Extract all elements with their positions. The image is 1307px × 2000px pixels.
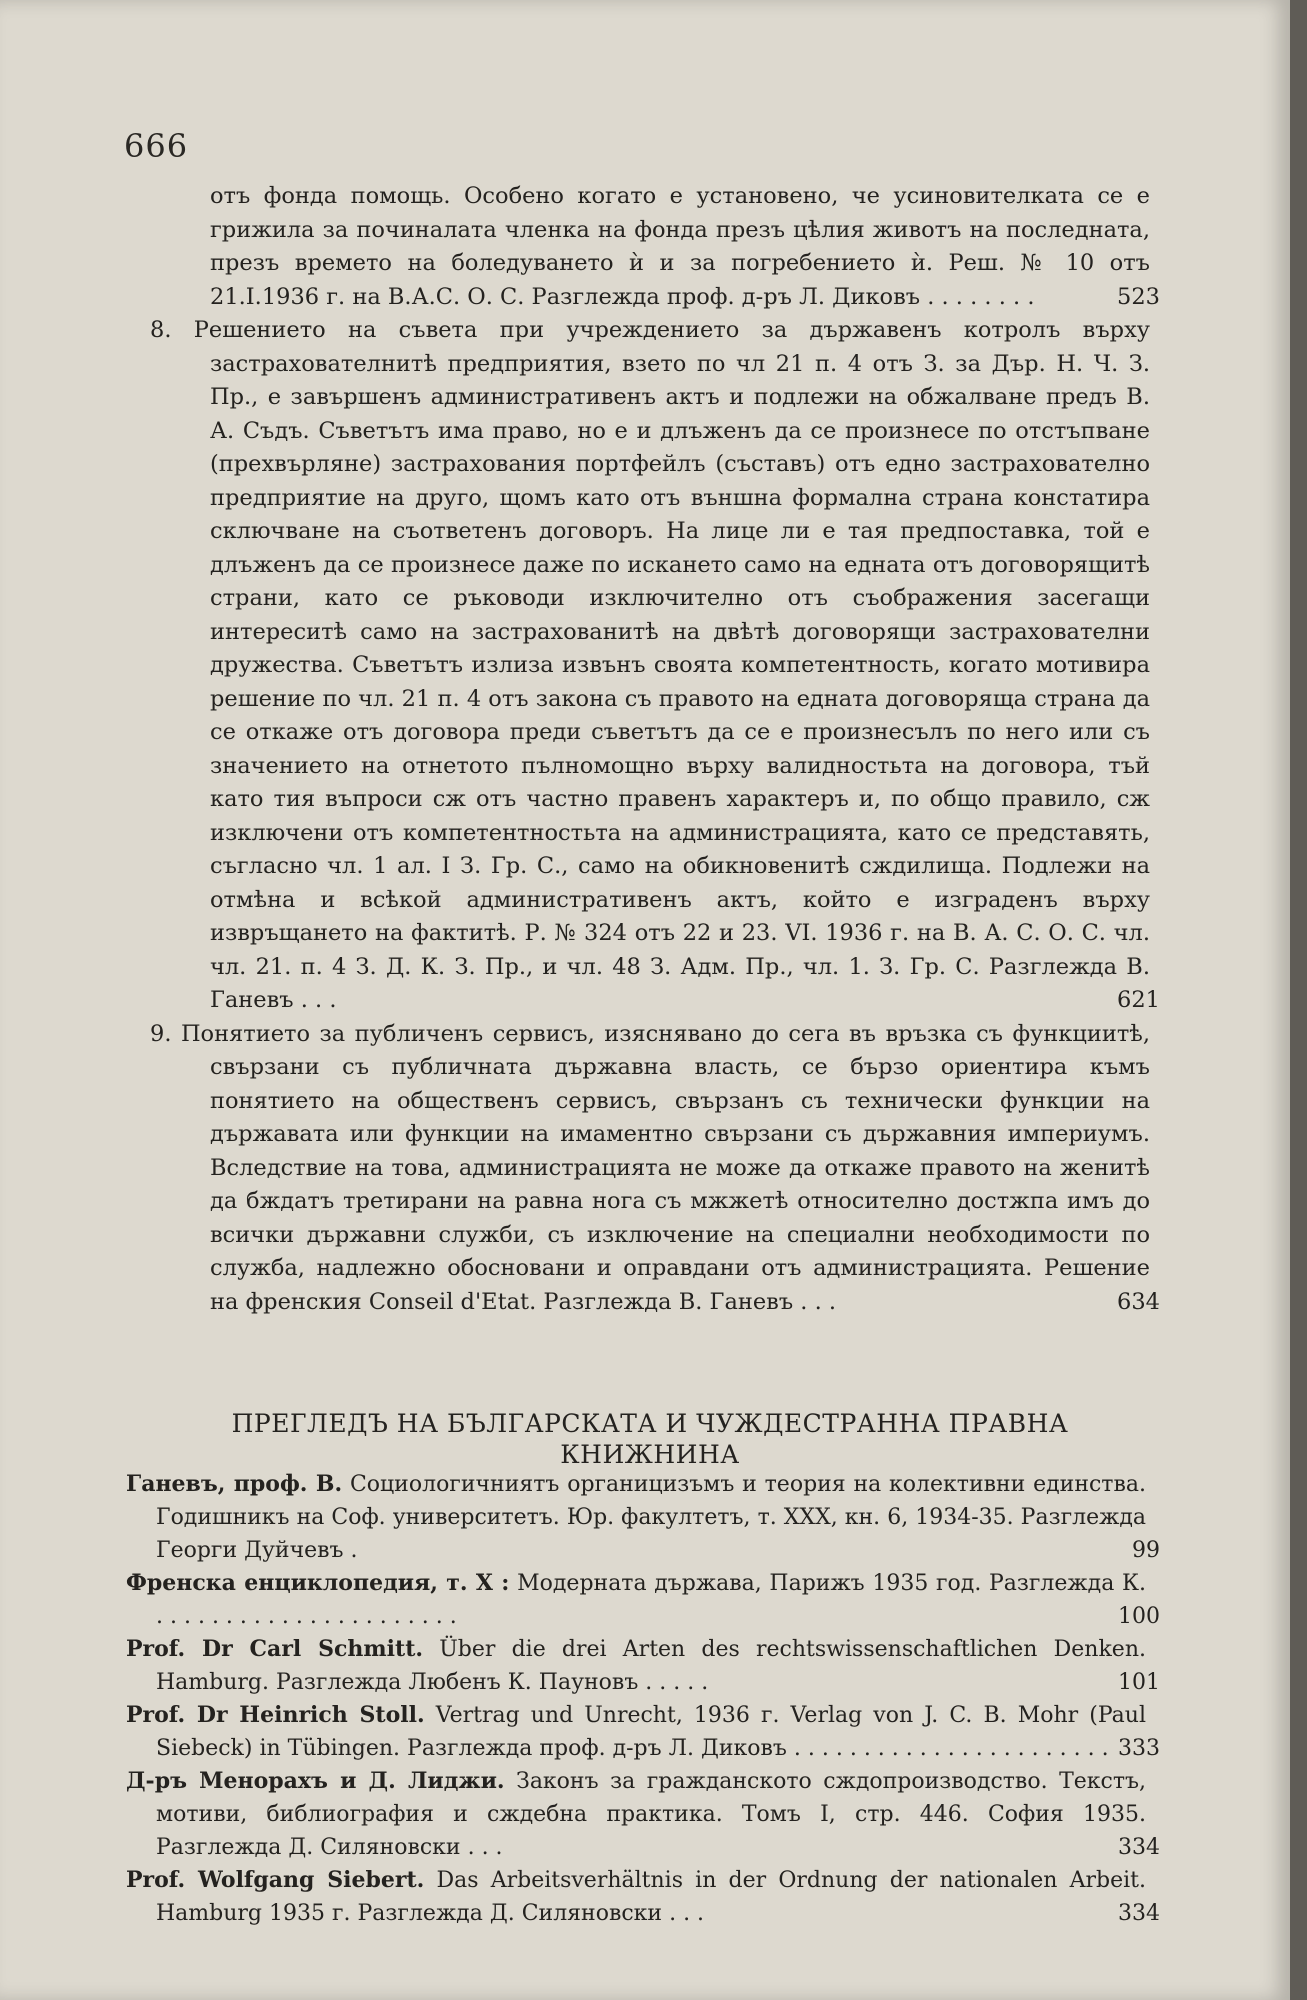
review-text: Das Arbeitsverhältnis in der Ordnung der nationalen Arbeit. Hamburg 1935 г. Разглежда Д. Силяновски . . . (156, 1868, 1146, 1926)
review-item (126, 1633, 1160, 1699)
page-reference: 334 (1118, 1835, 1160, 1860)
case-entry-9 (150, 1018, 1160, 1320)
page-number: 666 (124, 127, 189, 165)
entry-text: Решението на съвета при учреждението за държавенъ котролъ върху застрахователнитѣ предприятия, взето по чл 21 п. 4 отъ З. за Дър. Н. Ч. З. Пр., е завършенъ административенъ актъ и подлежи на обжалване предъ В. А. Съдъ. Съветътъ има право, но е и длъженъ да се произнесе по отстъпване (прехвърляне) застрахования портфейлъ (съставъ) отъ едно застрахователно предприятие на друго, щомъ като отъ външна формална страна констатира сключване на съответенъ договоръ. На лице ли е тая предпоставка, той е длъженъ да се произнесе даже по искането само на едната отъ договорящитѣ страни, като се ръководи изключително отъ съображения засегащи интереситѣ само на застрахованитѣ на двѣтѣ договорящи застрахователни дружества. Съветътъ излиза извънъ своята компетентность, когато мотивира решение по чл. 21 п. 4 отъ закона съ правото на едната договоряща страна да се откаже отъ договора преди съветътъ да се е произнесълъ по него или съ значението на отнетото пълномощно върху валидностьта на договора, тъй като тия въпроси сж отъ частно правенъ характеръ и, по общо правило, сж изключени отъ компетентностьта на администрацията, като се представять, съгласно чл. 1 ал. I З. Гр. С., само на обикновенитѣ сждилища. Подлежи на отмѣна и всѣкой административенъ актъ, който е изграденъ върху извръщането на фактитѣ. Р. № 324 отъ 22 и 23. VI. 1936 г. на В. А. С. О. С. чл. чл. 21. п. 4 З. Д. К. З. Пр., и чл. 48 З. Адм. Пр., чл. 1. З. Гр. С. Разглежда В. Ганевъ . . . (193, 317, 1150, 1013)
review-author: Prof. Wolfgang Siebert. (126, 1867, 425, 1893)
case-entry-7-continuation (150, 180, 1160, 314)
section-title-line-1: ПРЕГЛЕДЪ НА БЪЛГАРСКАТА И ЧУЖДЕСТРАННА ПРАВНА (231, 1409, 1069, 1438)
review-text: Социологичниятъ органицизъмъ и теория на колективни единства. Годишникъ на Соф. университетъ. Юр. факултетъ, т. XXX, кн. 6, 1934-35. Разглежда Георги Дуйчевъ . (156, 1472, 1146, 1563)
page-reference: 621 (1117, 987, 1160, 1013)
page-reference: 333 (1118, 1736, 1160, 1761)
review-author: Ганевъ, проф. В. (126, 1471, 343, 1497)
page-reference: 334 (1118, 1901, 1160, 1926)
case-entry-8 (150, 314, 1160, 1018)
review-text: Über die drei Arten des rechtswissenschaftlichen Denken. Hamburg. Разглежда Любенъ К. Пауновъ . . . . . (156, 1637, 1146, 1695)
review-list (126, 1468, 1160, 1930)
entry-text: отъ фонда помощь. Особено когато е установено, че усиновителката се е грижила за починалата членка на фонда презъ цѣлия животъ на последната, презъ времето на боледуването ѝ и за погребението ѝ. Реш. № 10 отъ 21.I.1936 г. на В.А.С. О. С. Разглежда проф. д-ръ Л. Диковъ . . . . . . . . (210, 183, 1150, 310)
section-title (150, 1408, 1150, 1470)
entry-text: Понятието за публиченъ сервисъ, изяснявано до сега въ връзка съ функциитѣ, свързани съ публичната държавна власть, се бързо ориентира къмъ понятието на общественъ сервисъ, свързанъ съ технически функции на държавата или функции на имаментно свързани съ държавния империумъ. Вследствие на това, администрацията не може да откаже правото на женитѣ да бждатъ третирани на равна нога съ мжжетѣ относително достжпа имъ до всички държавни служби, съ изключение на специални необходимости по служба, надлежно обосновани и оправдани отъ администрацията. Решение на френския Conseil d'Etat. Разглежда В. Ганевъ . . . (180, 1020, 1150, 1315)
case-entries (150, 180, 1160, 1319)
review-item (126, 1468, 1160, 1567)
review-item (126, 1864, 1160, 1930)
review-item (126, 1699, 1160, 1765)
review-author: Д-ръ Менорахъ и Д. Лиджи. (126, 1768, 505, 1794)
page-reference: 100 (1118, 1604, 1160, 1629)
review-author: Prof. Dr Carl Schmitt. (126, 1636, 424, 1662)
review-item (126, 1567, 1160, 1633)
page-reference: 634 (1117, 1288, 1160, 1315)
page-reference: 99 (1132, 1538, 1160, 1563)
review-text: Vertrag und Unrecht, 1936 г. Verlag von J. C. B. Mohr (Paul Siebeck) in Tübingen. Разглежда проф. д-ръ Л. Диковъ . . . . . . . . . . . . . . . . . . . . . . . (156, 1703, 1146, 1761)
review-author: Prof. Dr Heinrich Stoll. (126, 1702, 425, 1728)
review-item (126, 1765, 1160, 1864)
section-title-line-2: КНИЖНИНА (560, 1440, 740, 1469)
page-reference: 523 (1117, 283, 1160, 310)
review-text: Модерната държава, Парижъ 1935 год. Разглежда К. . . . . . . . . . . . . . . . . . . . . . . (156, 1571, 1146, 1629)
entry-number: 8. (150, 317, 172, 343)
page-reference: 101 (1118, 1670, 1160, 1695)
review-text: Законъ за гражданското сждопроизводство. Текстъ, мотиви, библиография и сждебна практика. Томъ I, стр. 446. София 1935. Разглежда Д. Силяновски . . . (156, 1769, 1146, 1860)
review-author: Френска енциклопедия, т. X : (126, 1570, 510, 1596)
book-spine-shadow (1290, 0, 1307, 2000)
entry-number: 9. (150, 1020, 172, 1047)
